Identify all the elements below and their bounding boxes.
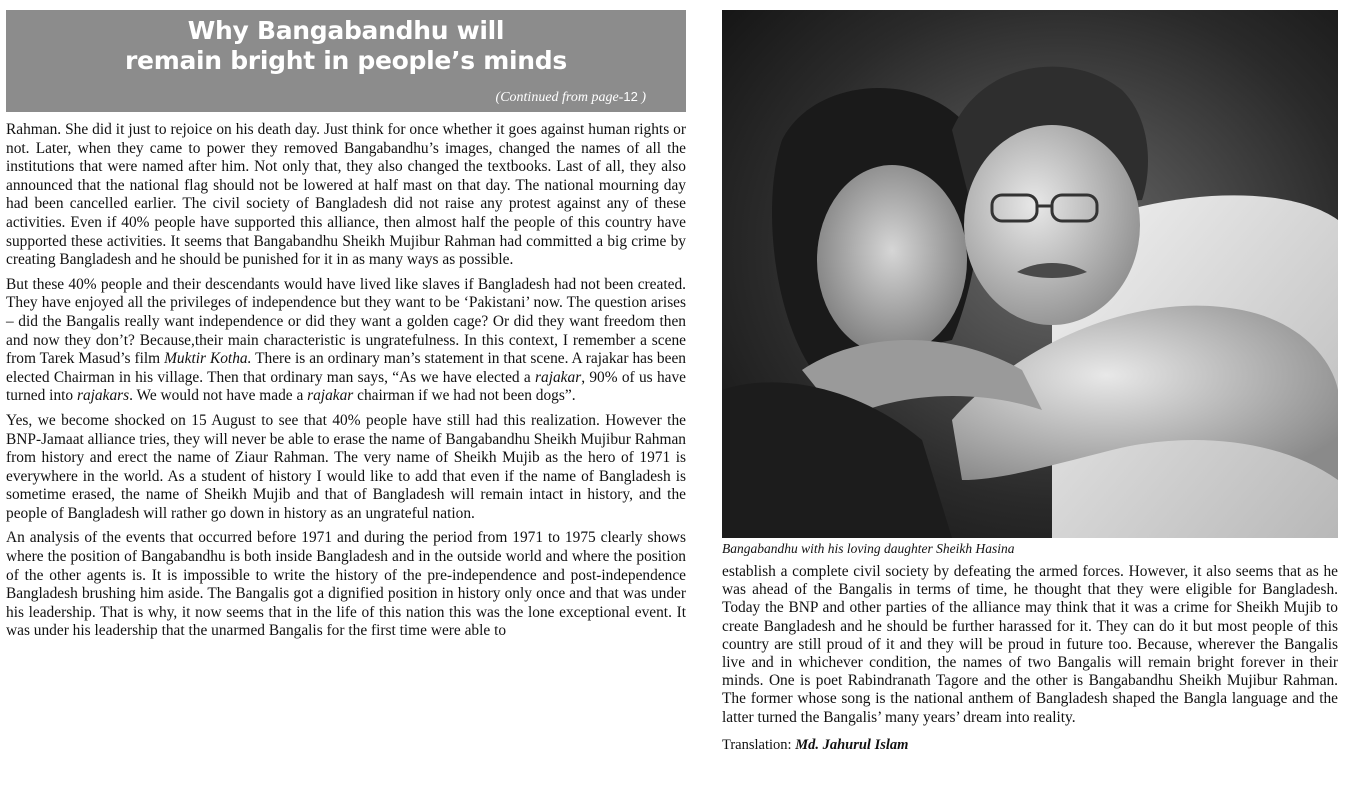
paragraph-3: Yes, we become shocked on 15 August to see that 40% people have still had this realization. However the BNP-Jamaat alliance tries, they will never be able to erase the name of Bangabandhu Sheikh Mujibur Rahman from history and erect the name of Ziaur Rahman. The very name of Sheikh Mujib as the hero of 1971 is everywhere in the world. As a student of history I would like to add that even if the name of Bangladesh is sometime erased, the name of Sheikh Mujib and that of Bangladesh will remain intact in history, and the people of Bangladesh will rather go down in history as an ungrateful nation. (6, 411, 686, 522)
translation-label: Translation: (722, 736, 796, 753)
paragraph-2-part-e: chairman if we had not been dogs”. (353, 387, 576, 405)
continued-from-note (496, 89, 646, 106)
paragraph-2-part-c: , 90% of us have turned into (6, 368, 686, 405)
translation-credit (722, 737, 1338, 754)
photo-caption: Bangabandhu with his loving daughter Sheikh Hasina (722, 541, 1015, 556)
right-column (722, 10, 1338, 754)
headline-line-1: Why Bangabandhu will (187, 16, 505, 45)
headline-banner (6, 10, 686, 112)
paragraph-1: Rahman. She did it just to rejoice on his death day. Just think for once whether it goes against human rights or not. Later, when they came to power they removed Bangabandhu’s images, changed the names of all the institutions that were named after him. Not only that, they also changed the textbooks. Last of all, they also announced that the national flag should not be lowered at half mast on that day. The national mourning day had been cancelled earlier. The civil society of Bangladesh did not raise any protest against any of these activities. Even if 40% people have supported this alliance, then almost half the people of this country have supported these activities. It seems that Bangabandhu Sheikh Mujibur Rahman had committed a big crime by creating Bangladesh and he should be punished for it in as many ways as possible. (6, 121, 686, 269)
rajakar-term-1: rajakar (535, 368, 582, 386)
paragraph-2-part-a: But these 40% people and their descendants would have lived like slaves if Bangladesh had not been created. They have enjoyed all the privileges of independence but they want to be ‘Pakistani’ now. The question arises – did the Bangalis really want independence or did they want a golden cage? Or did they want freedom then and now they don’t? Because,their main characteristic is ungratefulness. In this context, I remember a scene from Tarek Masud’s film (6, 275, 686, 368)
paragraph-2 (6, 276, 686, 406)
continued-page-number: 12 (623, 89, 638, 104)
continued-suffix: ) (637, 90, 646, 105)
left-body-text (6, 121, 686, 641)
paragraph-2-part-d: . We would not have made a (129, 387, 308, 405)
paragraph-4: An analysis of the events that occurred before 1971 and during the period from 1971 to 1975 clearly shows where the position of Bangabandhu is both inside Bangladesh and in the outside world and where the position of the other agents is. It is impossible to write the history of the pre-independence and post-independence Bangladesh brushing him aside. The Bangalis got a dignified position in history only once and that was under his leadership. That is why, it now seems that in the life of this nation this was the lone exceptional event. It was under his leadership that the unarmed Bangalis for the first time were able to (6, 529, 686, 640)
photo-bangabandhu-and-daughter (722, 10, 1338, 538)
left-column (6, 10, 686, 647)
paragraph-2-part-b: There is an ordinary man’s statement in that scene. A rajakar has been elected Chairman in his village. Then that ordinary man says, “As we have elected a (6, 350, 686, 386)
rajakars-term: rajakars (76, 387, 130, 405)
right-paragraph-1: establish a complete civil society by defeating the armed forces. However, it also seems that as he was ahead of the Bangalis in terms of time, he thought that they were eligible for Bangladesh. Today the BNP and other parties of the alliance may think that it was a crime for Sheikh Mujib to create Bangladesh and he should be further harassed for it. They can do it but most people of this country are still proud of it and they will be proud in future too. Because, wherever the Bangalis live and in whichever condition, the names of two Bangalis will remain bright forever in their minds. One is poet Rabindranath Tagore and the other is Bangabandhu Sheikh Mujibur Rahman. The former whose song is the national anthem of Bangladesh shaped the Bangla language and the latter turned the Bangalis’ many years’ dream into reality. (722, 563, 1338, 726)
right-body-text (722, 563, 1338, 727)
rajakar-term-2: rajakar (307, 387, 354, 405)
headline-line-2: remain bright in people’s minds (125, 46, 567, 75)
film-title: Muktir Kotha. (164, 350, 252, 368)
continued-prefix: (Continued from page- (495, 90, 624, 105)
translator-name: Md. Jahurul Islam (795, 736, 909, 753)
